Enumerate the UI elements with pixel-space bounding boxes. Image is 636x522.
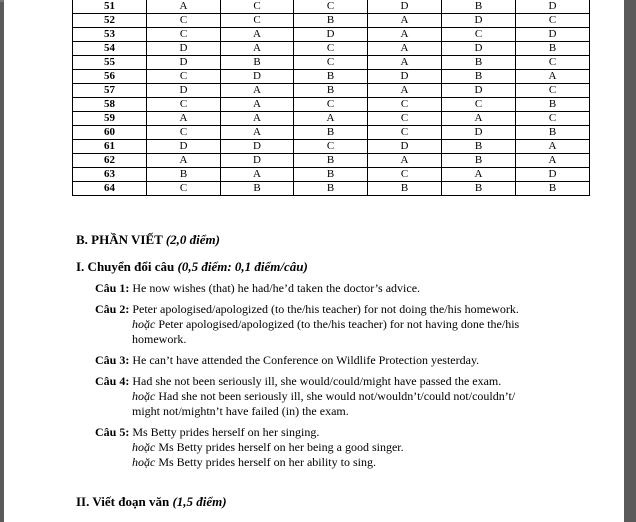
answer-cell: D [368,0,442,14]
answer-cell: D [147,84,221,98]
question-number-cell: 58 [73,98,147,112]
answer-cell: A [368,56,442,70]
question-number-cell: 60 [73,126,147,140]
item-cau-1: Câu 1: He now wishes (that) he had/he’d taken the doctor’s advice. [95,281,421,295]
table-row [73,70,590,84]
answer-cell: D [516,28,590,42]
answer-cell: D [147,56,221,70]
part-i-heading: I. Chuyển đổi câu (0,5 điểm: 0,1 điểm/câu) [76,259,308,274]
answer-cell: A [442,168,516,182]
answer-cell: A [368,154,442,168]
table-row [73,56,590,70]
answer-cell: D [442,42,516,56]
answer-cell: C [516,84,590,98]
question-number-cell: 63 [73,168,147,182]
answer-cell: C [147,126,221,140]
answer-cell: B [368,182,442,196]
answer-cell: A [516,154,590,168]
answer-cell: A [516,140,590,154]
answer-cell: D [368,70,442,84]
table-row [73,168,590,182]
answer-cell: A [221,84,294,98]
answer-cell: C [516,56,590,70]
answer-cell: C [294,56,368,70]
answer-cell: C [221,14,294,28]
table-row [73,112,590,126]
document-page[interactable] [4,0,624,522]
answer-cell: B [221,56,294,70]
answer-cell: C [147,98,221,112]
table-row [73,154,590,168]
answer-cell: D [221,70,294,84]
answer-cell: B [442,70,516,84]
answer-cell: A [368,42,442,56]
answer-cell: B [442,140,516,154]
answer-cell: C [368,98,442,112]
answer-cell: D [221,140,294,154]
answer-cell: B [516,98,590,112]
answer-cell: C [294,42,368,56]
answer-cell: D [516,0,590,14]
answer-cell: B [294,84,368,98]
answer-cell: B [294,182,368,196]
answer-cell: C [147,182,221,196]
answer-cell: A [442,112,516,126]
item-cau-5: Câu 5: Ms Betty prides herself on her singing. hoặc Ms Betty prides herself on her being a good singer. hoặc Ms Betty prides herself on her ability to sing. [95,425,404,469]
answer-cell: A [221,112,294,126]
answer-cell: C [516,14,590,28]
answer-cell: A [221,28,294,42]
answer-cell: A [221,98,294,112]
answer-cell: A [221,168,294,182]
table-row [73,98,590,112]
answer-cell: C [294,0,368,14]
item-cau-3: Câu 3: He can’t have attended the Conference on Wildlife Protection yesterday. [95,353,480,367]
question-number-cell: 55 [73,56,147,70]
answer-cell: A [516,70,590,84]
answer-cell: D [442,126,516,140]
answer-cell: B [442,182,516,196]
answer-cell: B [442,56,516,70]
item-cau-2: Câu 2: Peter apologised/apologized (to the/his teacher) for not doing the/his homework. hoặc Peter apologised/apologized (to the/his teacher) for not having done the/his homework. [95,302,520,346]
answer-cell: B [516,42,590,56]
table-row [73,140,590,154]
answer-cell: A [147,154,221,168]
answer-cell: D [294,28,368,42]
answer-cell: B [294,126,368,140]
question-number-cell: 59 [73,112,147,126]
answer-cell: C [294,140,368,154]
question-number-cell: 57 [73,84,147,98]
table-row [73,182,590,196]
answer-cell: C [147,28,221,42]
answer-cell: B [294,168,368,182]
answer-cell: C [442,98,516,112]
answer-cell: C [516,112,590,126]
question-number-cell: 61 [73,140,147,154]
answer-cell: C [147,14,221,28]
answer-cell: B [294,14,368,28]
table-row [73,84,590,98]
answer-key-table [72,0,590,196]
answer-cell: B [294,70,368,84]
answer-cell: A [368,14,442,28]
viewer-background [624,0,636,522]
answer-cell: C [368,168,442,182]
answer-cell: B [221,182,294,196]
answer-cell: A [368,28,442,42]
question-number-cell: 54 [73,42,147,56]
table-row [73,28,590,42]
answer-cell: B [294,154,368,168]
answer-cell: D [442,14,516,28]
question-number-cell: 52 [73,14,147,28]
question-number-cell: 64 [73,182,147,196]
answer-cell: C [368,112,442,126]
answer-cell: C [147,70,221,84]
answer-cell: B [516,182,590,196]
table-row [73,14,590,28]
answer-cell: B [442,0,516,14]
answer-cell: A [368,84,442,98]
answer-cell: C [442,28,516,42]
question-number-cell: 53 [73,28,147,42]
answer-cell: C [368,126,442,140]
answer-cell: B [442,154,516,168]
answer-cell: D [442,84,516,98]
part-ii-heading: II. Viết đoạn văn (1,5 điểm) [76,494,227,509]
table-row [73,0,590,14]
table-row [73,126,590,140]
question-number-cell: 62 [73,154,147,168]
answer-cell: A [221,42,294,56]
answer-cell: D [368,140,442,154]
item-cau-4: Câu 4: Had she not been seriously ill, she would/could/might have passed the exam. hoặc Had she not been seriously ill, she would not/wouldn’t/could not/couldn’t/ might not/mightn’t have failed (in) the exam. [95,374,516,418]
question-number-cell: 56 [73,70,147,84]
answer-cell: C [221,0,294,14]
answer-cell: D [221,154,294,168]
answer-cell: C [294,98,368,112]
answer-cell: D [147,42,221,56]
table-row [73,42,590,56]
question-number-cell: 51 [73,0,147,14]
answer-cell: D [147,140,221,154]
answer-cell: D [516,168,590,182]
answer-cell: A [221,126,294,140]
section-b-heading: B. PHẦN VIẾT (2,0 điểm) [76,232,220,247]
answer-cell: A [294,112,368,126]
answer-cell: A [147,112,221,126]
answer-cell: B [147,168,221,182]
answer-cell: B [516,126,590,140]
answer-cell: A [147,0,221,14]
